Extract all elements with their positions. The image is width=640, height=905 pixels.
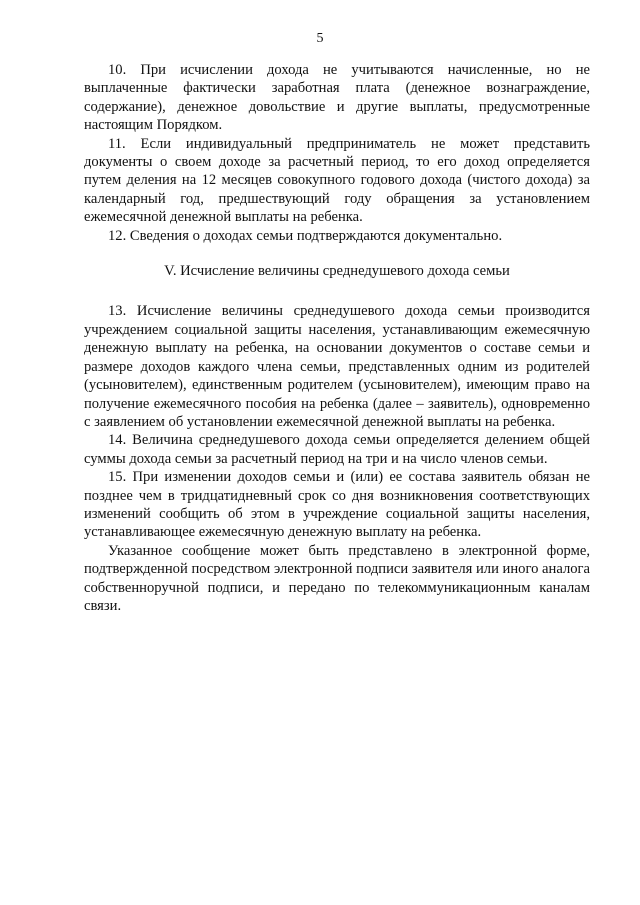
- paragraph-14: 14. Величина среднедушевого дохода семьи определяется делением общей суммы дохода семьи за расчетный период на три и на число членов семьи.: [84, 432, 590, 467]
- paragraph-13: 13. Исчисление величины среднедушевого дохода семьи производится учреждением социальной защиты населения, устанавливающим ежемесячную денежную выплату на ребенка, на основании документов о составе семьи и размере доходов каждого члена семьи, представленных одним из родителей (усыновителем), единственным родителем (усыновителем), имеющим право на получение ежемесячного пособия на ребенка (далее – заявитель), одновременно с заявлением об установлении ежемесячной денежной выплаты на ребенка.: [84, 303, 590, 430]
- paragraph-10: 10. При исчислении дохода не учитываются начисленные, но не выплаченные фактически заработная плата (денежное вознаграждение, содержание), денежное довольствие и другие выплаты, предусмотренные настоящим Порядком.: [84, 62, 590, 134]
- paragraph-notice: Указанное сообщение может быть представлено в электронной форме, подтвержденной посредством электронной подписи заявителя или иного аналога собственноручной подписи, и передано по телекоммуникационным каналам связи.: [84, 542, 590, 614]
- document-body: [84, 61, 590, 615]
- page-number: 5: [316, 31, 324, 46]
- paragraph-12: 12. Сведения о доходах семьи подтверждаются документально.: [108, 227, 503, 244]
- paragraph-15: 15. При изменении доходов семьи и (или) ее состава заявитель обязан не позднее чем в тридцатидневный срок со дня возникновения соответствующих изменений сообщить об этом в учреждение социальной защиты населения, устанавливающее ежемесячную денежную выплату на ребенка.: [84, 469, 590, 541]
- section-title: V. Исчисление величины среднедушевого дохода семьи: [164, 263, 510, 280]
- paragraph-11: 11. Если индивидуальный предприниматель не может представить документы о своем доходе за расчетный период, то его доход определяется путем деления на 12 месяцев совокупного годового дохода (чистого дохода) за календарный год, предшествующий году обращения за установлением ежемесячной денежной выплаты на ребенка.: [84, 135, 590, 226]
